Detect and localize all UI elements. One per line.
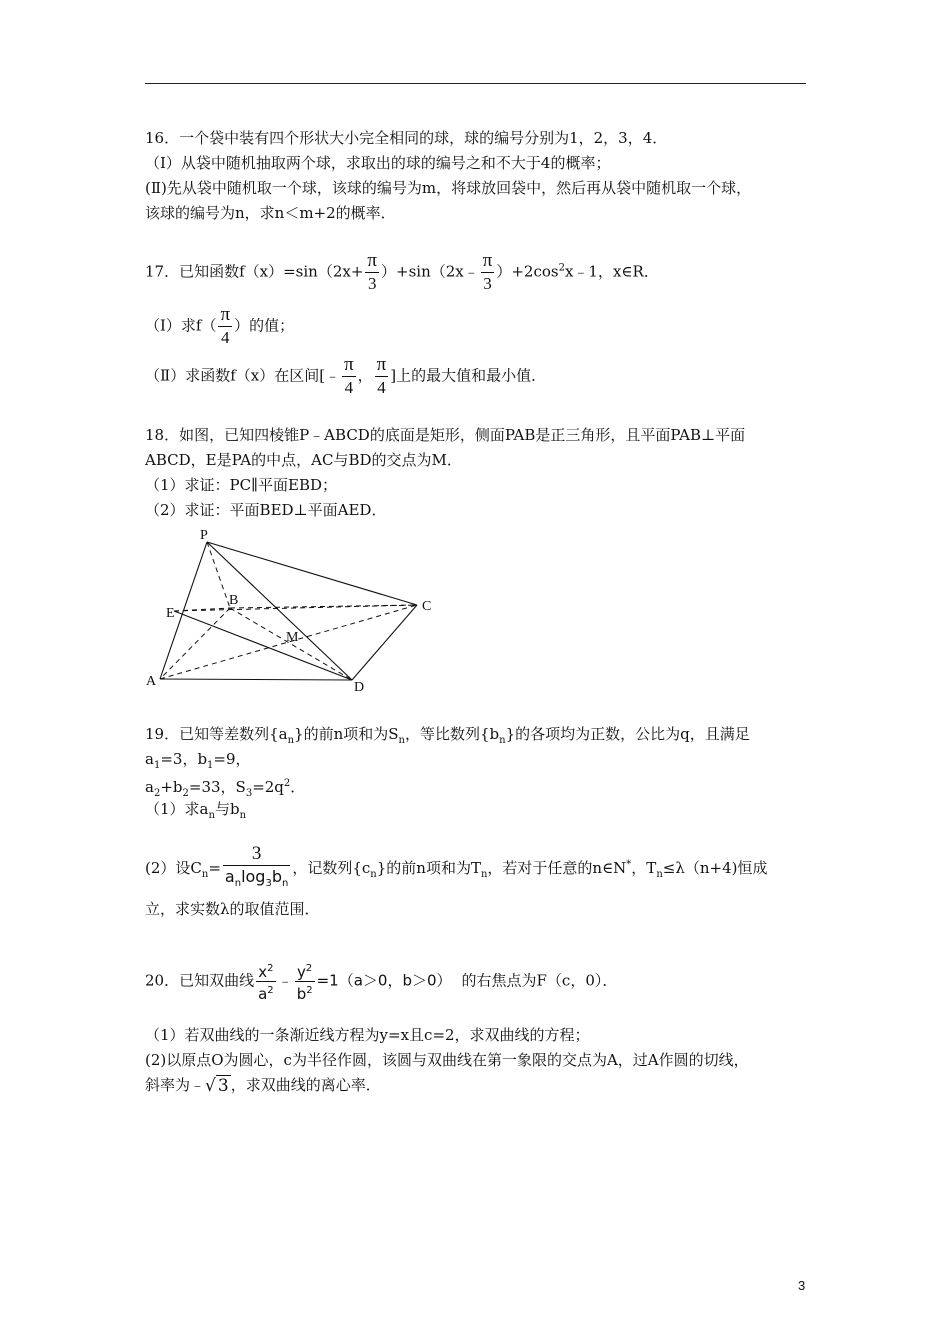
q19-line1: 19．已知等差数列$\{a_n\}$的前n项和为$S_n$，等比数列$\{b_n\}$的各项均为正数，公比为q，且满足 — [145, 725, 750, 746]
q16-line1: 16．一个袋中装有四个形状大小完全相同的球，球的编号分别为1，2，3，4． — [145, 129, 668, 147]
q19-line5: 立，求实数λ的取值范围． — [145, 900, 320, 918]
label-M: M — [286, 630, 299, 645]
pi-over-3-fraction: $\frac{\pi}{3}$ — [367, 250, 377, 293]
label-E: E — [166, 606, 175, 621]
pi-over-3-fraction: $\frac{\pi}{3}$ — [482, 250, 493, 293]
label-P: P — [200, 528, 208, 543]
edge-PC — [207, 542, 417, 605]
q18-line2: ABCD，E是PA的中点，AC与BD的交点为M． — [145, 451, 462, 469]
q18-line1: 18．如图，已知四棱锥P﹣ABCD的底面是矩形，侧面PAB是正三角形，且平面PAB⊥平面 — [145, 426, 746, 444]
label-B: B — [229, 593, 239, 608]
q17-part2: （Ⅱ）求函数f（x）在区间[﹣ $\frac{\pi}{4}$ ， $\frac{\pi}{4}$ ]上的最大值和最小值． — [145, 354, 547, 397]
q18-line4: （2）求证：平面BED⊥平面AED． — [145, 501, 387, 519]
pyramid-figure — [140, 525, 440, 695]
edge-BC — [230, 605, 417, 608]
edge-AD — [160, 679, 352, 680]
header-rule — [145, 83, 806, 84]
q17-part1: （Ⅰ）求f（ $\frac{\pi}{4}$ ）的值； — [145, 304, 295, 347]
pi-over-4-fraction: $\frac{\pi}{4}$ — [220, 304, 231, 347]
q20-part1: （1）若双曲线的一条渐近线方程为y=x且c=2，求双曲线的方程； — [145, 1026, 590, 1044]
q18-line3: （1）求证：PC∥平面EBD； — [145, 476, 338, 494]
q16-line3: (Ⅱ)先从袋中随机取一个球，该球的编号为m，将球放回袋中，然后再从袋中随机取一个球， — [145, 179, 752, 197]
q19-part2: (2）设$C_n=$ $\frac{3}{a_n\log_3b_n}$ ，记数列$\{c_n\}$的前n项和为$T_n$，若对于任意的n∈N*，$T_n\le\lambda(n+4)$恒成 — [145, 843, 767, 895]
label-A: A — [146, 674, 157, 689]
q16-line2: （Ⅰ）从袋中随机抽取两个球，求取出的球的编号之和不大于4的概率； — [145, 154, 611, 172]
y2-over-b2-fraction: $\frac{y^2}{b^2}$ — [295, 960, 315, 1003]
x2-over-a2-fraction: $\frac{x^2}{a^2}$ — [256, 960, 276, 1003]
q16-line4: 该球的编号为n，求n＜m+2的概率． — [145, 204, 396, 222]
cn-fraction: $\frac{3}{a_n\log_3b_n}$ — [224, 843, 289, 890]
q19-line3: $a_2+b_2=33$，$S_3=2q^2$． — [145, 778, 306, 799]
q20-line1: 20．已知双曲线 $\frac{x^2}{a^2}$ ﹣ $\frac{y^2}{b^2}$ =1（a＞0，b＞0） 的右焦点为F（c，0）． — [145, 960, 617, 1003]
sqrt-3: √ 3 — [205, 1076, 229, 1096]
pi-over-4-fraction: $\frac{\pi}{4}$ — [376, 354, 387, 397]
edge-PB — [207, 542, 230, 608]
label-D: D — [354, 680, 365, 695]
page-number: 3 — [798, 1278, 806, 1293]
pi-over-4-fraction: $\frac{\pi}{4}$ — [344, 354, 354, 397]
label-C: C — [422, 599, 432, 614]
q17-line1: 17．已知函数f（x）=sin（2x+ $\frac{\pi}{3}$ ）+sin（2x﹣ $\frac{\pi}{3}$ ）$+2\cos^2x﹣1$，x∈R． — [145, 250, 659, 293]
edge-DC — [352, 605, 417, 680]
edge-EC — [174, 605, 417, 611]
q20-part2: (2)以原点O为圆心，c为半径作圆，该圆与双曲线在第一象限的交点为A，过A作圆的切线， — [145, 1051, 749, 1069]
edge-ED — [174, 611, 352, 680]
edge-PD — [207, 542, 352, 680]
q19-part1: （1）求$a_n$与$b_n$ — [145, 800, 247, 821]
q20-line4: 斜率为﹣√ 3 ，求双曲线的离心率． — [145, 1076, 381, 1096]
q19-line2: $a_1=3$，$b_1=9$， — [145, 750, 251, 771]
